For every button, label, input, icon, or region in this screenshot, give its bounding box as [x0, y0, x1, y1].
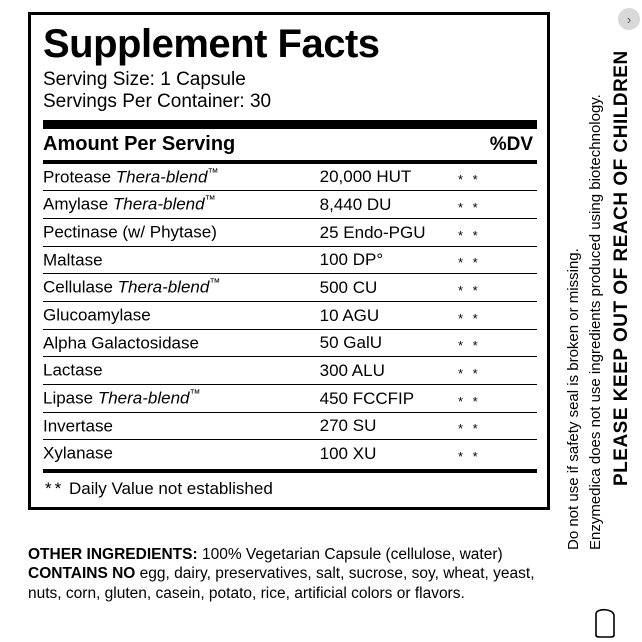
supplement-facts-panel — [28, 12, 550, 510]
dv-header-label: %DV — [489, 133, 533, 155]
servings-per-container: Servings Per Container: 30 — [43, 91, 272, 113]
ingredient-dv: * * — [458, 412, 537, 440]
ingredient-name — [43, 164, 320, 191]
panel-title: Supplement Facts — [43, 22, 380, 66]
ingredient-amount: 300 ALU — [320, 357, 458, 385]
ingredient-name-text: Pectinase (w/ Phytase) — [43, 222, 217, 242]
ingredient-amount: 8,440 DU — [320, 191, 458, 219]
ingredient-amount: 100 XU — [319, 444, 377, 464]
contains-no-label: CONTAINS NO — [28, 565, 136, 583]
other-ingredients-row — [28, 545, 556, 564]
ingredient-name — [43, 246, 320, 274]
ingredient-dv: * * — [458, 191, 537, 219]
table-row — [43, 385, 537, 413]
table-row — [43, 357, 537, 385]
ingredient-name-text: Lipase — [43, 388, 98, 408]
ingredient-name — [43, 440, 320, 467]
ingredient-name-text: Maltase — [43, 250, 103, 270]
contains-no-value-line1: egg, dairy, preservatives, salt, sucrose, soy, wheat, yeast, — [139, 565, 535, 583]
ingredient-name — [43, 219, 320, 247]
amount-per-serving-header — [43, 129, 537, 160]
pouch-icon — [592, 604, 618, 638]
trademark-symbol: ™ — [204, 194, 216, 207]
ingredient-name-text: Alpha Galactosidase — [43, 333, 199, 353]
trademark-symbol: ™ — [189, 388, 201, 401]
ingredient-dv: * * — [458, 385, 537, 413]
next-arrow-icon[interactable]: › — [618, 8, 640, 30]
contains-no-value-line2: nuts, corn, gluten, casein, potato, rice, artificial colors or flavors. — [28, 584, 465, 602]
contains-no-row — [28, 564, 556, 583]
ingredient-name-text: Xylanase — [43, 444, 113, 464]
keep-out-of-reach-warning: PLEASE KEEP OUT OF REACH OF CHILDREN — [611, 50, 632, 486]
ingredient-dv: * * — [458, 246, 537, 274]
trademark-symbol: ™ — [209, 277, 221, 290]
ingredient-amount: 500 CU — [320, 274, 458, 302]
ingredient-name — [43, 274, 320, 302]
contains-no-row-continued — [28, 584, 556, 603]
ingredient-dv: * * — [458, 329, 537, 357]
ingredient-name-text: Cellulase — [43, 278, 118, 298]
table-row — [43, 246, 537, 274]
ingredient-name — [43, 329, 320, 357]
table-row — [43, 219, 537, 247]
blend-text: Thera-blend — [117, 278, 210, 298]
ingredient-dv: * * — [457, 449, 481, 465]
safety-seal-warning: Do not use if safety seal is broken or missing. — [565, 248, 582, 550]
ingredient-name-text: Lactase — [43, 361, 103, 381]
divider-thick — [43, 120, 537, 129]
ingredient-amount: 20,000 HUT — [320, 164, 458, 191]
ingredient-name — [43, 302, 320, 330]
other-ingredients-label: OTHER INGREDIENTS: — [28, 546, 198, 563]
table-row — [43, 164, 537, 191]
ingredient-amount: 25 Endo-PGU — [320, 219, 458, 247]
ingredient-dv: * * — [458, 302, 537, 330]
ingredient-name — [43, 385, 320, 413]
blend-text: Thera-blend — [112, 195, 205, 215]
ingredient-amount: 10 AGU — [320, 302, 458, 330]
ingredient-name-text: Invertase — [43, 416, 113, 436]
table-row — [43, 440, 537, 467]
table-row — [43, 302, 537, 330]
biotechnology-statement: Enzymedica does not use ingredients produced using biotechnology. — [587, 94, 604, 550]
ingredient-name-text: Amylase — [43, 195, 113, 215]
daily-value-footnote — [43, 473, 537, 501]
ingredient-dv: * * — [458, 357, 537, 385]
other-ingredients-block — [28, 545, 556, 603]
ingredient-dv: * * — [458, 274, 537, 302]
ingredient-name-text: Glucoamylase — [43, 305, 151, 325]
amount-header-label: Amount Per Serving — [43, 132, 236, 155]
blend-text: Thera-blend — [97, 388, 190, 408]
table-row — [43, 274, 537, 302]
table-row — [43, 412, 537, 440]
ingredient-name — [43, 357, 320, 385]
trademark-symbol: ™ — [207, 166, 219, 179]
ingredient-amount: 50 GalU — [320, 329, 458, 357]
footnote-text: Daily Value not established — [68, 479, 273, 499]
ingredient-amount: 100 DP° — [320, 246, 458, 274]
ingredient-dv: * * — [458, 219, 537, 247]
ingredient-amount: 450 FCCFIP — [320, 385, 458, 413]
ingredient-name — [43, 412, 320, 440]
serving-size: Serving Size: 1 Capsule — [43, 69, 246, 90]
blend-text: Thera-blend — [115, 167, 208, 187]
ingredient-amount: 270 SU — [320, 412, 458, 440]
ingredient-dv: * * — [458, 164, 537, 191]
footnote-stars: ** — [45, 479, 65, 499]
table-row — [43, 191, 537, 219]
ingredient-name — [43, 191, 320, 219]
table-row — [43, 329, 537, 357]
ingredient-name-text: Protease — [43, 167, 116, 187]
other-ingredients-value: 100% Vegetarian Capsule (cellulose, water) — [201, 546, 503, 563]
ingredients-table — [43, 164, 537, 467]
